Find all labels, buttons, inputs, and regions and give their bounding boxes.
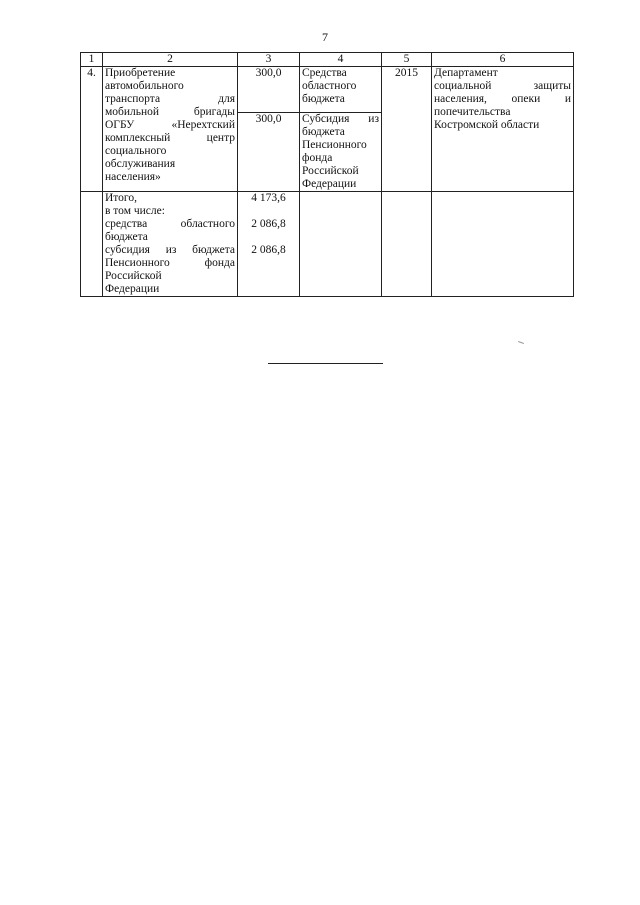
text-line: ОГБУ «Нерехтский	[105, 119, 235, 131]
text-line: мобильной бригады	[105, 106, 235, 118]
text-line: в том числе:	[105, 205, 165, 217]
text-line: населения, опеки и	[434, 93, 571, 105]
row-number: 4.	[81, 67, 103, 192]
row-description	[103, 67, 238, 192]
table-header-row	[81, 53, 574, 67]
scan-mark	[518, 341, 524, 344]
text-line: Российской	[105, 270, 162, 282]
closing-rule	[268, 363, 383, 364]
empty-cell	[300, 192, 382, 297]
text-line: областного	[302, 80, 357, 92]
text-line: Итого,	[105, 192, 137, 204]
source-cell	[300, 113, 382, 192]
text-line: Приобретение	[105, 67, 176, 79]
amount-regional: 2 086,8	[251, 218, 286, 230]
text-line: Российской	[302, 165, 359, 177]
text-line: бюджета	[105, 231, 148, 243]
text-line: социального	[105, 145, 167, 157]
text-line: Пенсионного фонда	[105, 257, 235, 269]
text-line: Пенсионного	[302, 139, 367, 151]
amount-pension: 2 086,8	[251, 244, 286, 256]
year-cell: 2015	[382, 67, 432, 192]
text-line: социальной защиты	[434, 80, 571, 92]
text-line: бюджета	[302, 93, 345, 105]
empty-cell	[382, 192, 432, 297]
table-row	[81, 67, 574, 113]
executor-cell	[432, 67, 574, 192]
page-number: 7	[322, 30, 328, 44]
header-cell: 5	[382, 53, 432, 67]
text-line: фонда	[302, 152, 333, 164]
text-line: средства областного	[105, 218, 235, 230]
header-cell: 2	[103, 53, 238, 67]
text-line: Субсидия из	[302, 113, 379, 125]
text-line: бюджета	[302, 126, 345, 138]
amount-total: 4 173,6	[251, 192, 286, 204]
text-line: комплексный центр	[105, 132, 235, 144]
text-line: Федерации	[105, 283, 160, 295]
funding-table	[80, 52, 574, 297]
text-line: населения»	[105, 171, 161, 183]
text-line: обслуживания	[105, 158, 176, 170]
total-amounts	[238, 192, 300, 297]
header-cell: 1	[81, 53, 103, 67]
amount-cell: 300,0	[238, 113, 300, 192]
empty-cell	[432, 192, 574, 297]
total-description	[103, 192, 238, 297]
text-line: транспорта для	[105, 93, 235, 105]
header-cell: 4	[300, 53, 382, 67]
header-cell: 6	[432, 53, 574, 67]
text-line: Костромской области	[434, 119, 540, 131]
text-line: субсидия из бюджета	[105, 244, 235, 256]
table-row-total	[81, 192, 574, 297]
text-line: автомобильного	[105, 80, 184, 92]
text-line: попечительства	[434, 106, 511, 118]
source-cell	[300, 67, 382, 113]
amount-cell: 300,0	[238, 67, 300, 113]
empty-cell	[81, 192, 103, 297]
text-line: Департамент	[434, 67, 498, 79]
text-line: Федерации	[302, 178, 357, 190]
header-cell: 3	[238, 53, 300, 67]
text-line: Средства	[302, 67, 347, 79]
